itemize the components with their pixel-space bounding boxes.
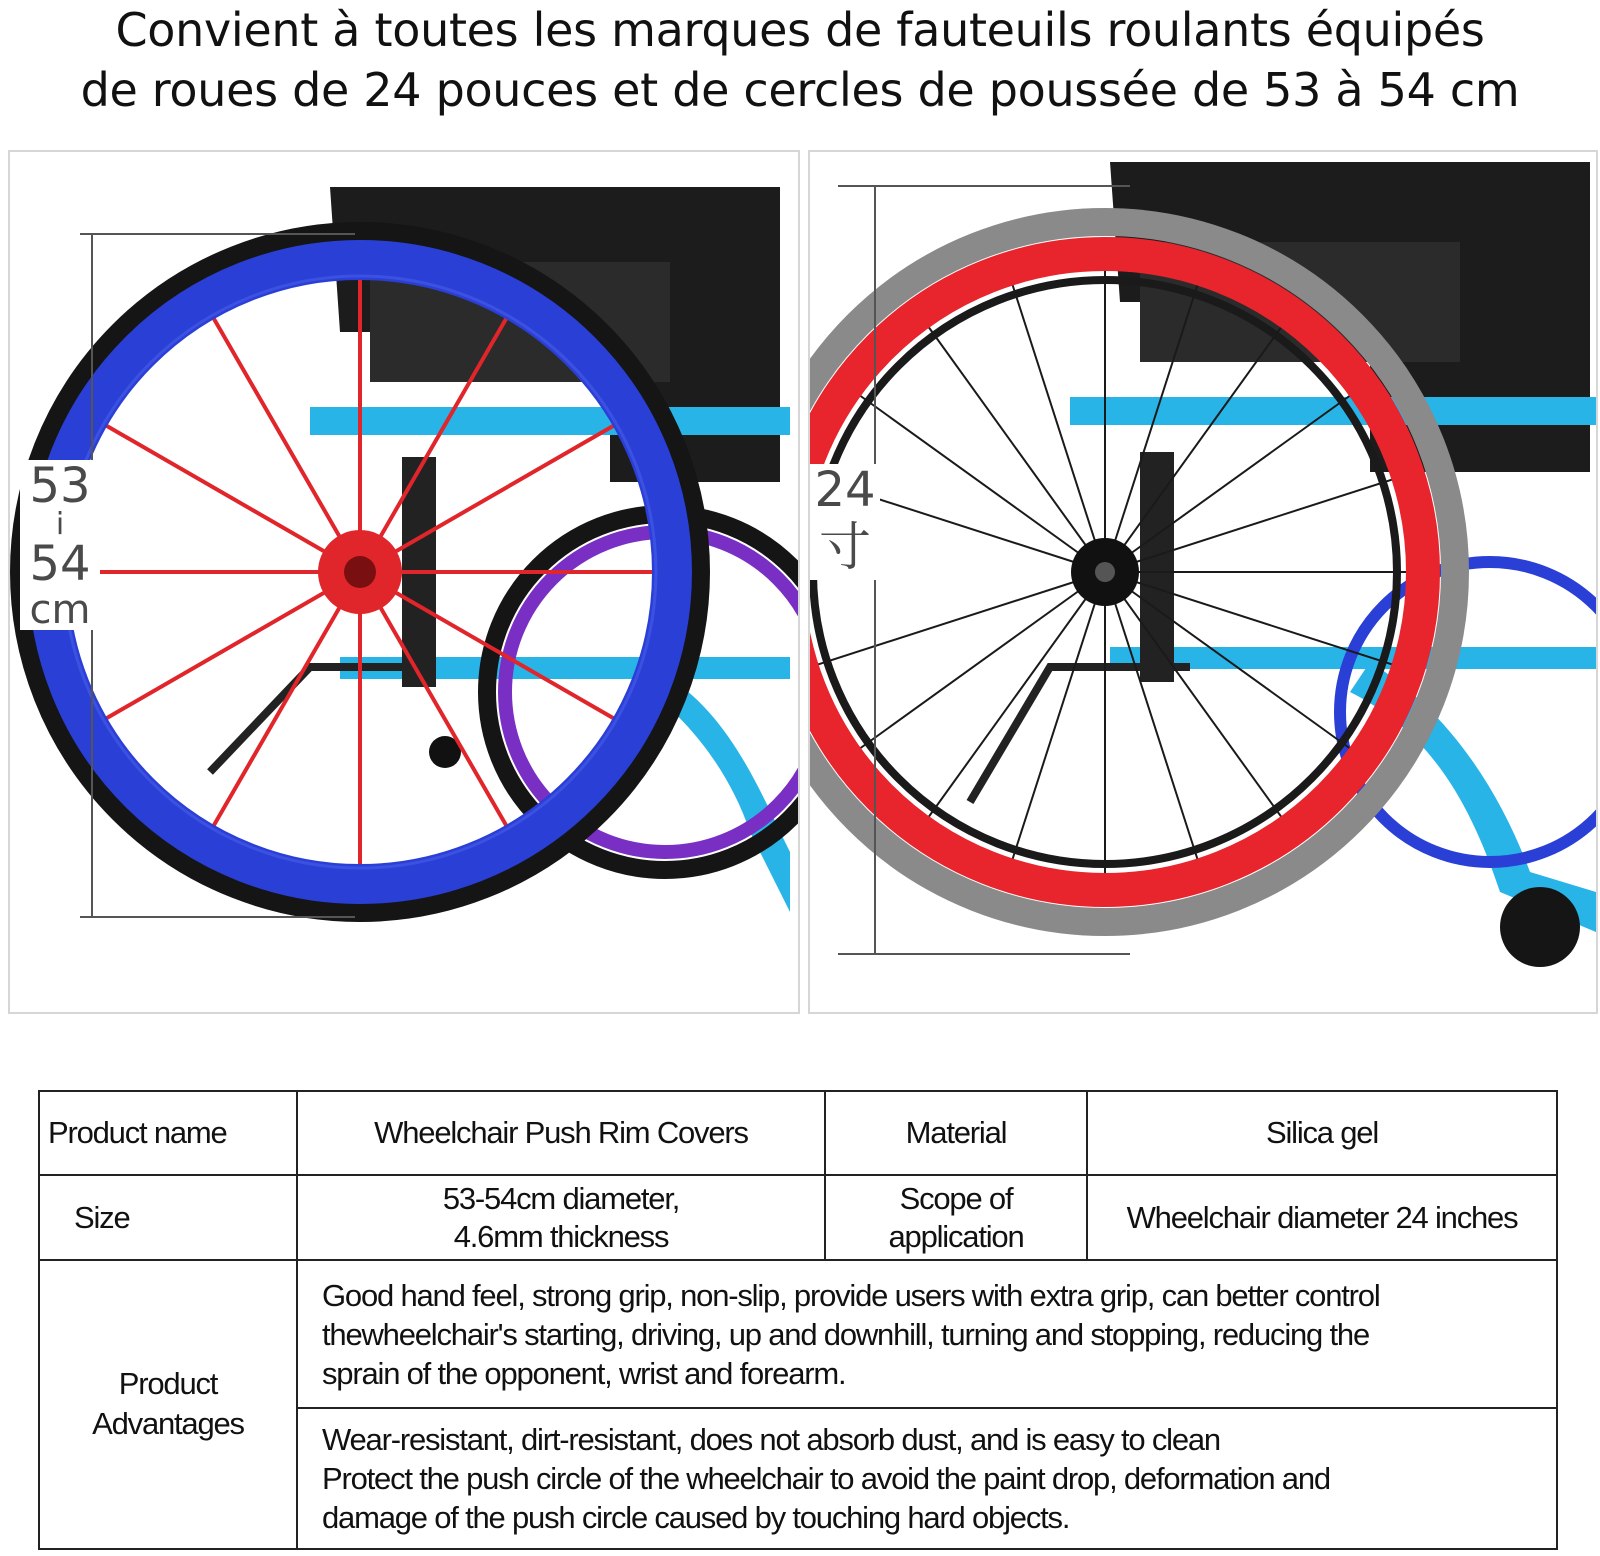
diameter-unit: cm [29,587,91,633]
material-value: Silica gel [1087,1091,1557,1175]
table-row [39,1091,1557,1175]
diameter-unit: 寸 [818,518,871,578]
diameter-label-cm [20,458,100,633]
product-name-label: Product name [39,1091,297,1175]
diameter-top: 24 [814,462,876,518]
wheelchair-red-rim-illustration [810,152,1596,1012]
scope-label [825,1175,1087,1259]
advantage-grip-line-2: thewheelchair's starting, driving, up and downhill, turning and stopping, reducing the [322,1316,1369,1352]
product-spec-table [38,1090,1558,1550]
scope-label-line-2: application [888,1218,1024,1254]
product-photo-blue-rim [8,150,800,1014]
scope-label-line-1: Scope of [899,1180,1013,1216]
material-label: Material [825,1091,1087,1175]
diameter-top: 53 [29,458,91,514]
diameter-label-inch [810,464,880,580]
advantage-durability-line-1: Wear-resistant, dirt-resistant, does not absorb dust, and is easy to clean [322,1422,1220,1458]
advantages-label-line-2: Advantages [92,1406,244,1442]
headline [0,0,1600,120]
headline-line-2: de roues de 24 pouces et de cercles de poussée de 53 à 54 cm [80,63,1520,117]
size-value [297,1175,825,1259]
advantages-label [39,1260,297,1549]
advantage-durability-line-3: damage of the push circle caused by touching hard objects. [322,1500,1070,1536]
scope-value: Wheelchair diameter 24 inches [1087,1175,1557,1259]
diameter-mid: 54 [29,536,91,592]
diameter-separator: ⅰ [55,507,65,542]
product-name-value: Wheelchair Push Rim Covers [297,1091,825,1175]
wheelchair-blue-rim-illustration [10,152,798,1012]
advantage-grip-line-3: sprain of the opponent, wrist and forearm. [322,1355,846,1391]
advantage-durability [297,1408,1557,1549]
table-row [39,1260,1557,1409]
advantage-durability-line-2: Protect the push circle of the wheelchair to avoid the paint drop, deformation and [322,1461,1330,1497]
frame-bar-upper [1070,397,1596,425]
size-label: Size [39,1175,297,1259]
size-value-line-2: 4.6mm thickness [453,1218,669,1254]
table-row [39,1175,1557,1259]
advantage-grip-line-1: Good hand feel, strong grip, non-slip, provide users with extra grip, can better control [322,1277,1380,1313]
advantages-label-line-1: Product [118,1366,218,1402]
frame-bar-upper [310,407,790,435]
product-photo-red-rim [808,150,1598,1014]
advantage-grip [297,1260,1557,1409]
headline-line-1: Convient à toutes les marques de fauteuils roulants équipés [115,3,1485,57]
size-value-line-1: 53-54cm diameter, [442,1180,680,1216]
